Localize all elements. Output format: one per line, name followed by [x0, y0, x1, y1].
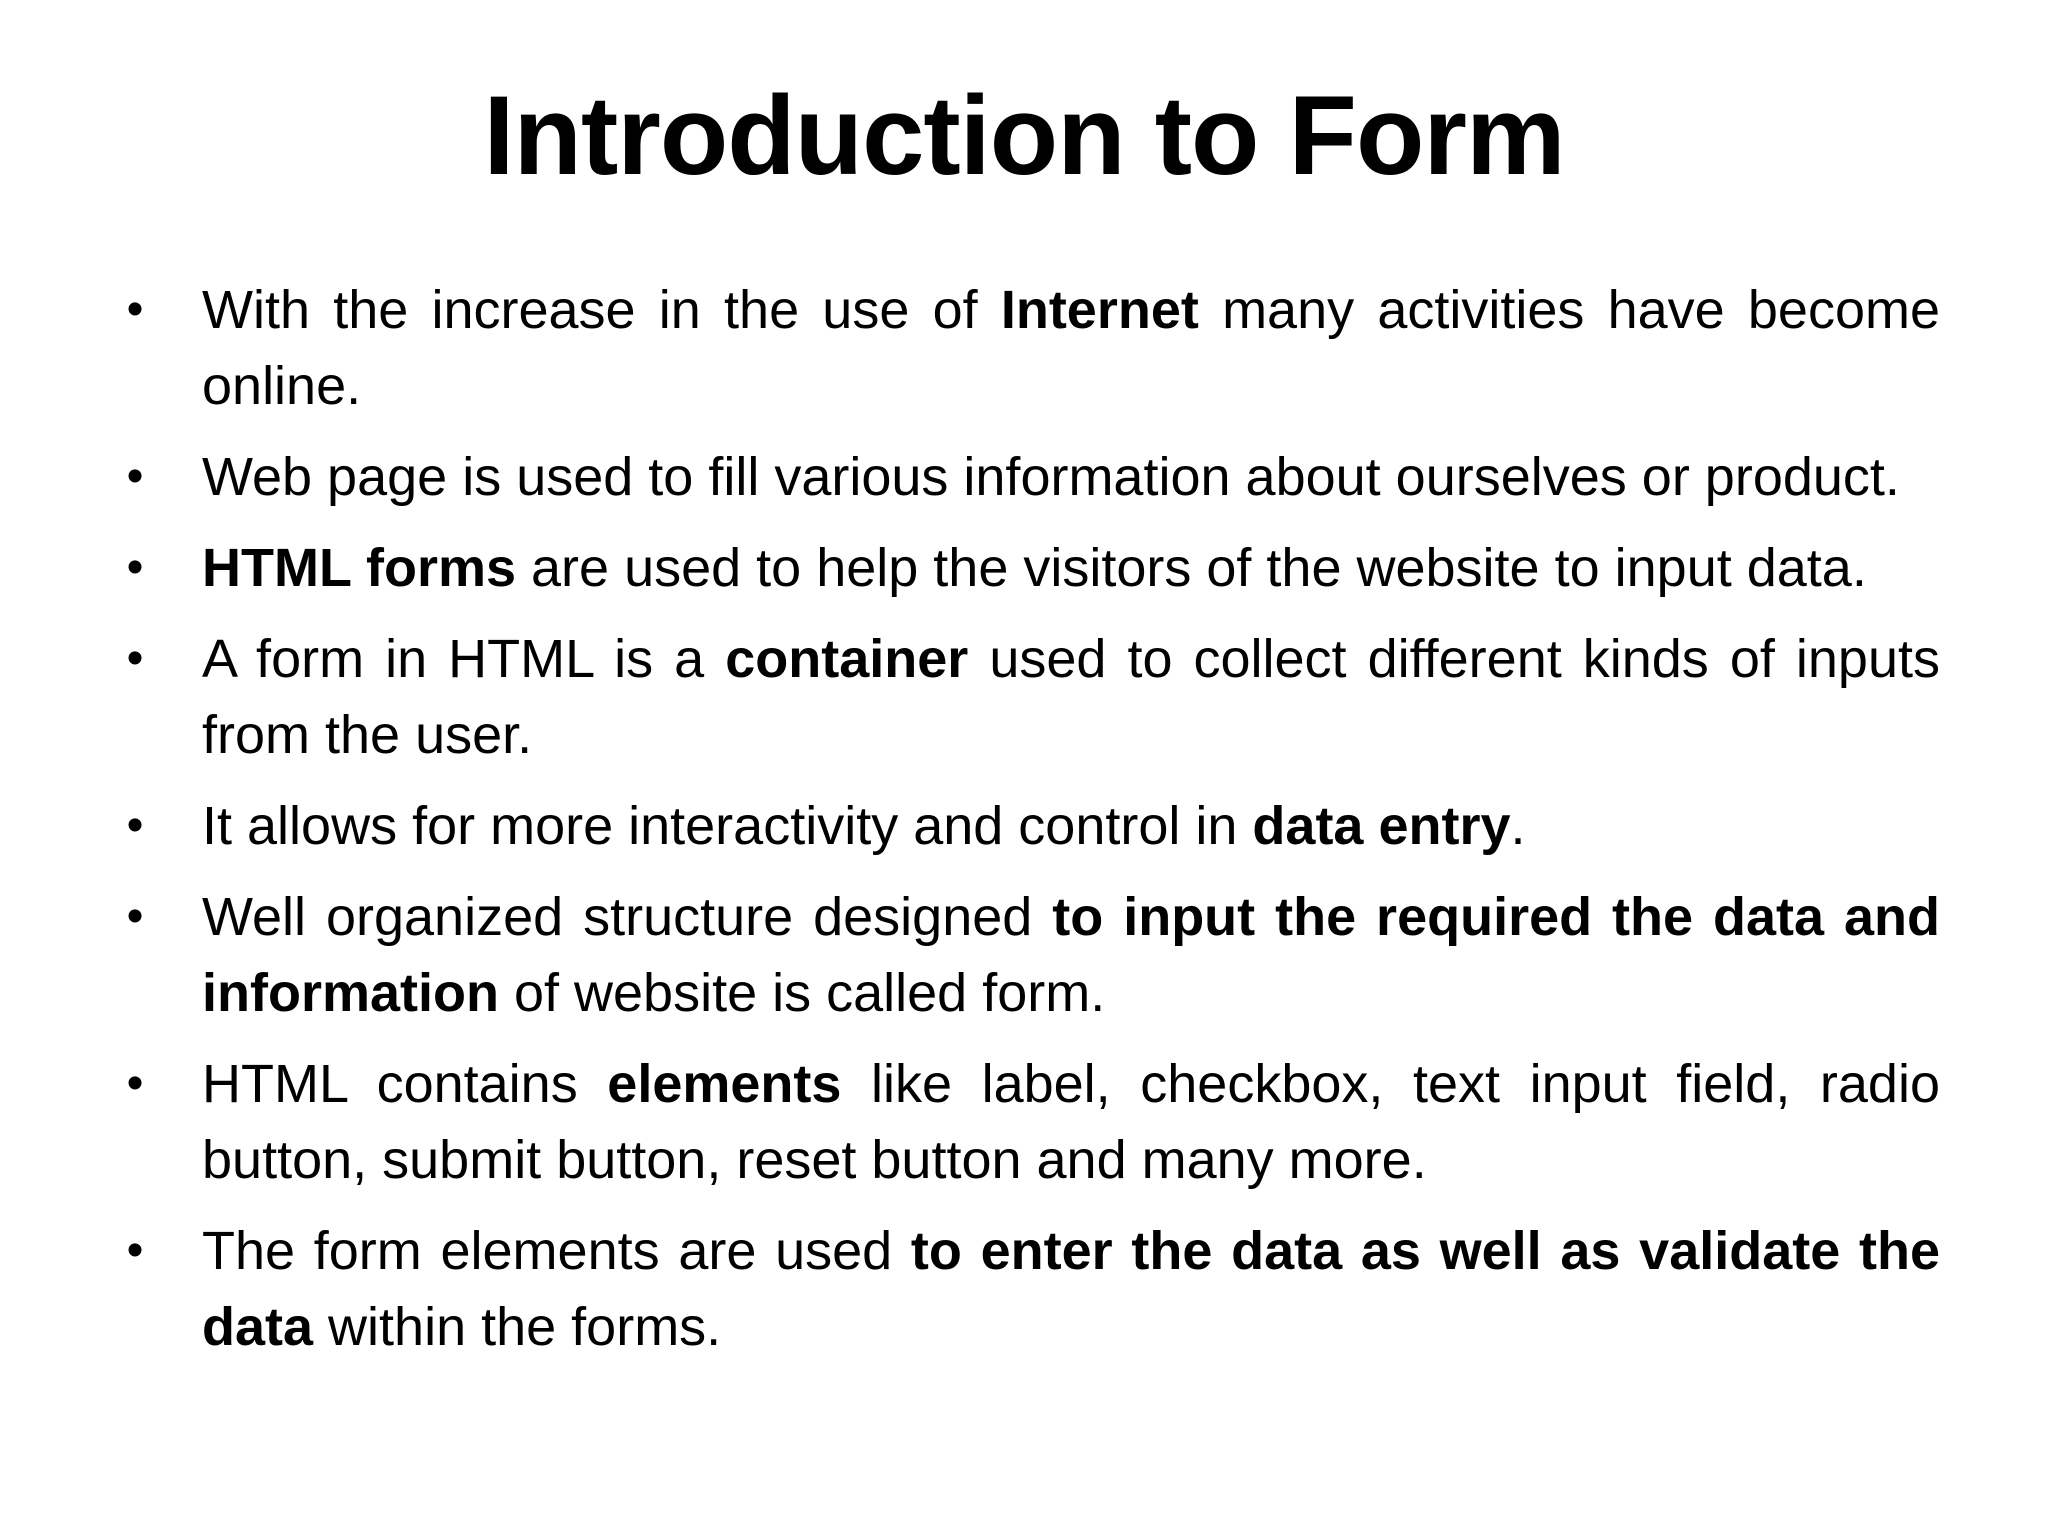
bullet-item	[120, 788, 1940, 864]
bullet-item	[120, 530, 1940, 606]
bullet-dot-icon: •	[126, 890, 144, 943]
bullet-bold-text: data entry	[1252, 796, 1511, 856]
bullet-item	[120, 621, 1940, 773]
bullet-text: It allows for more interactivity and control in	[202, 796, 1253, 856]
bullet-text: With the increase in the use of	[202, 280, 1001, 340]
bullet-text: Well organized structure designed	[202, 887, 1053, 947]
bullet-list	[120, 272, 1940, 1380]
bullet-bold-text: Internet	[1000, 280, 1199, 340]
bullet-dot-icon: •	[126, 1057, 144, 1110]
bullet-item	[120, 1046, 1940, 1198]
bullet-bold-text: to input the required the data and information	[202, 887, 1941, 1023]
bullet-item	[120, 1213, 1940, 1365]
slide-title: Introduction to Form	[483, 73, 1565, 198]
bullet-dot-icon: •	[126, 799, 144, 852]
bullet-text: A form in HTML is a	[202, 629, 726, 689]
bullet-text: are used to help the visitors of the website to input data.	[516, 538, 1867, 598]
bullet-bold-text: HTML forms	[202, 538, 517, 598]
bullet-dot-icon: •	[126, 1224, 144, 1277]
bullet-text: The form elements are used	[202, 1221, 911, 1281]
bullet-dot-icon: •	[126, 283, 144, 336]
bullet-dot-icon: •	[126, 632, 144, 685]
bullet-text: used to collect different kinds of inputs from the user.	[202, 629, 1940, 765]
bullet-text: Web page is used to fill various information about ourselves or product.	[202, 447, 1900, 507]
bullet-dot-icon: •	[126, 450, 144, 503]
bullet-dot-icon: •	[126, 541, 144, 594]
bullet-item	[120, 272, 1940, 424]
bullet-text: HTML contains	[202, 1054, 608, 1114]
bullet-item	[120, 879, 1940, 1031]
bullet-text: .	[1510, 796, 1526, 856]
bullet-text: many activities have become online.	[202, 280, 1940, 416]
bullet-text: like label, checkbox, text input field, radio button, submit button, reset button and many more.	[202, 1054, 1940, 1190]
bullet-bold-text: elements	[607, 1054, 842, 1114]
bullet-bold-text: to enter the data as well as validate the data	[202, 1221, 1941, 1357]
bullet-bold-text: container	[725, 629, 969, 689]
bullet-text: within the forms.	[313, 1297, 722, 1357]
bullet-text: of website is called form.	[498, 963, 1106, 1023]
bullet-item	[120, 439, 1940, 515]
